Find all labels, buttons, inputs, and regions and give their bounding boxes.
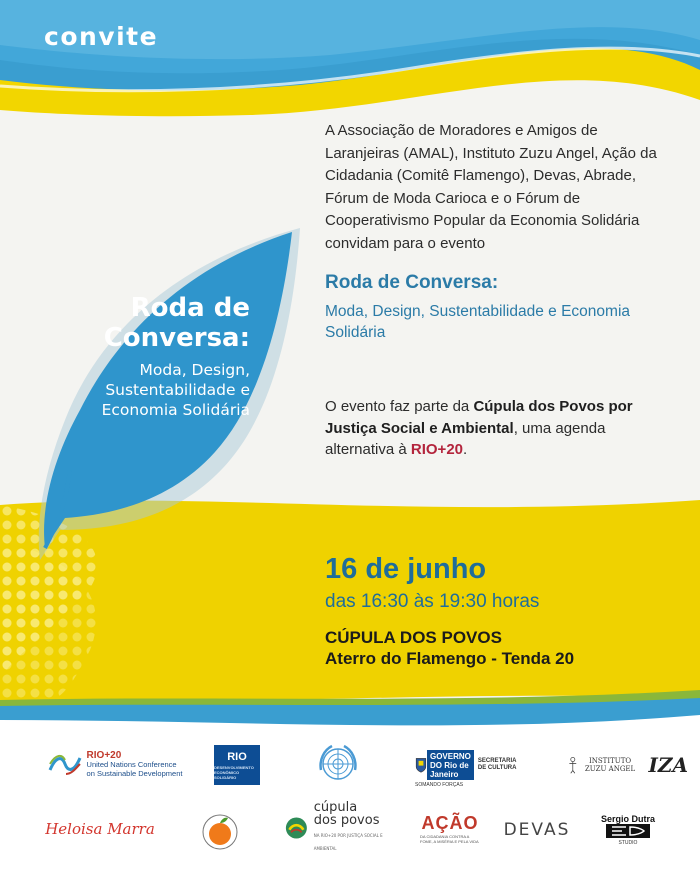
event-title: Roda de Conversa: [325,272,499,293]
iza-big-text: IZA [648,753,688,777]
event-text-bold: Cúpula dos Povos por Justiça Social e Ambiental [325,398,633,437]
event-subtitle: Moda, Design, Sustentabilidade e Economia Solidária [325,303,631,341]
un-emblem-logo [315,742,361,786]
leaf-title-line1: Roda de [130,293,250,323]
gov-rj-secretaria: SECRETARIA DE CULTURA [477,758,517,771]
gov-rj-crest-icon [415,752,427,778]
sergio-text: Sergio Dutra [600,814,655,824]
rio-prefeitura-logo [214,745,260,785]
rio20-title: RIO+20 [86,749,122,761]
rio20-icon [48,752,82,776]
acao-text: AÇÃO [421,812,479,833]
cupula-text [314,801,395,855]
event-text-part2: , uma agenda alternativa à [325,419,606,458]
rio-pref-text: RIO [227,750,247,763]
acao-sub: DA CIDADANIA CONTRA A FOME, A MISÉRIA E PELA VIDA [420,833,479,844]
iza-small-text: INSTITUTO ZUZU ANGEL [584,757,636,773]
leaf-sub-line2: Sustentabilidade e [105,381,250,399]
rio20-highlight: RIO+20 [410,441,464,458]
gov-rj-slogan: SOMANDO FORÇAS [415,782,464,788]
un-emblem-icon [316,742,360,786]
cupula-tiny: NA RIO+20 POR JUSTIÇA SOCIAL E AMBIENTAL [313,833,383,851]
cupula-dos-povos-logo [285,800,395,851]
place-line1: CÚPULA DOS POVOS [325,628,502,647]
place-line2: Aterro do Flamengo - Tenda 20 [325,649,575,668]
leaf-title [70,293,250,353]
iza-logo [568,748,688,782]
orange-fruit-icon [198,808,242,852]
rio20-logo [40,746,190,782]
rio-pref-small: DESENVOLVIMENTO ECONÔMICO SOLIDÁRIO [214,764,254,780]
studio-text: STUDIO [618,840,638,846]
orange-logo [198,808,242,852]
devas-logo: DEVAS [503,820,571,840]
invitation-label: convite [44,22,159,51]
cupula-icon [285,815,308,841]
cupula-line1: cúpula [313,800,358,815]
event-date: 16 de junho [325,553,487,585]
iza-angel-icon [568,753,578,777]
event-time: das 16:30 às 19:30 horas [325,591,540,612]
leaf-sub-line3: Economia Solidária [101,401,250,419]
heloisa-marra-logo: Heloisa Marra [45,820,155,838]
rio20-text [87,751,183,778]
gov-rj-logo [415,744,525,786]
rio20-line1: United Nations Conference [86,759,177,769]
leaf-title-line2: Conversa: [103,323,250,353]
leaf-sub-line1: Moda, Design, [139,361,250,379]
sergio-mark-icon [606,824,650,840]
event-text-end: . [463,441,468,458]
intro-paragraph: A Associação de Moradores e Amigos de Laranjeiras (AMAL), Instituto Zuzu Angel, Ação da Cidadania (Comitê Flamengo), Devas, Abrade, Fórum de Moda Carioca e o Fórum de Cooperativismo Popular da Economia Solidária convidam para o evento [325,122,657,252]
sergio-dutra-logo [598,810,658,850]
gov-rj-box: GOVERNO DO Rio de Janeiro [427,750,474,780]
leaf-subtitle [60,360,250,420]
acao-cidadania-logo [420,808,480,848]
event-description [325,396,665,461]
event-place [325,627,574,669]
cupula-line2: dos povos [313,813,380,828]
rio20-line2: on Sustainable Development [86,768,183,778]
event-text-part1: O evento faz parte da [325,398,474,415]
